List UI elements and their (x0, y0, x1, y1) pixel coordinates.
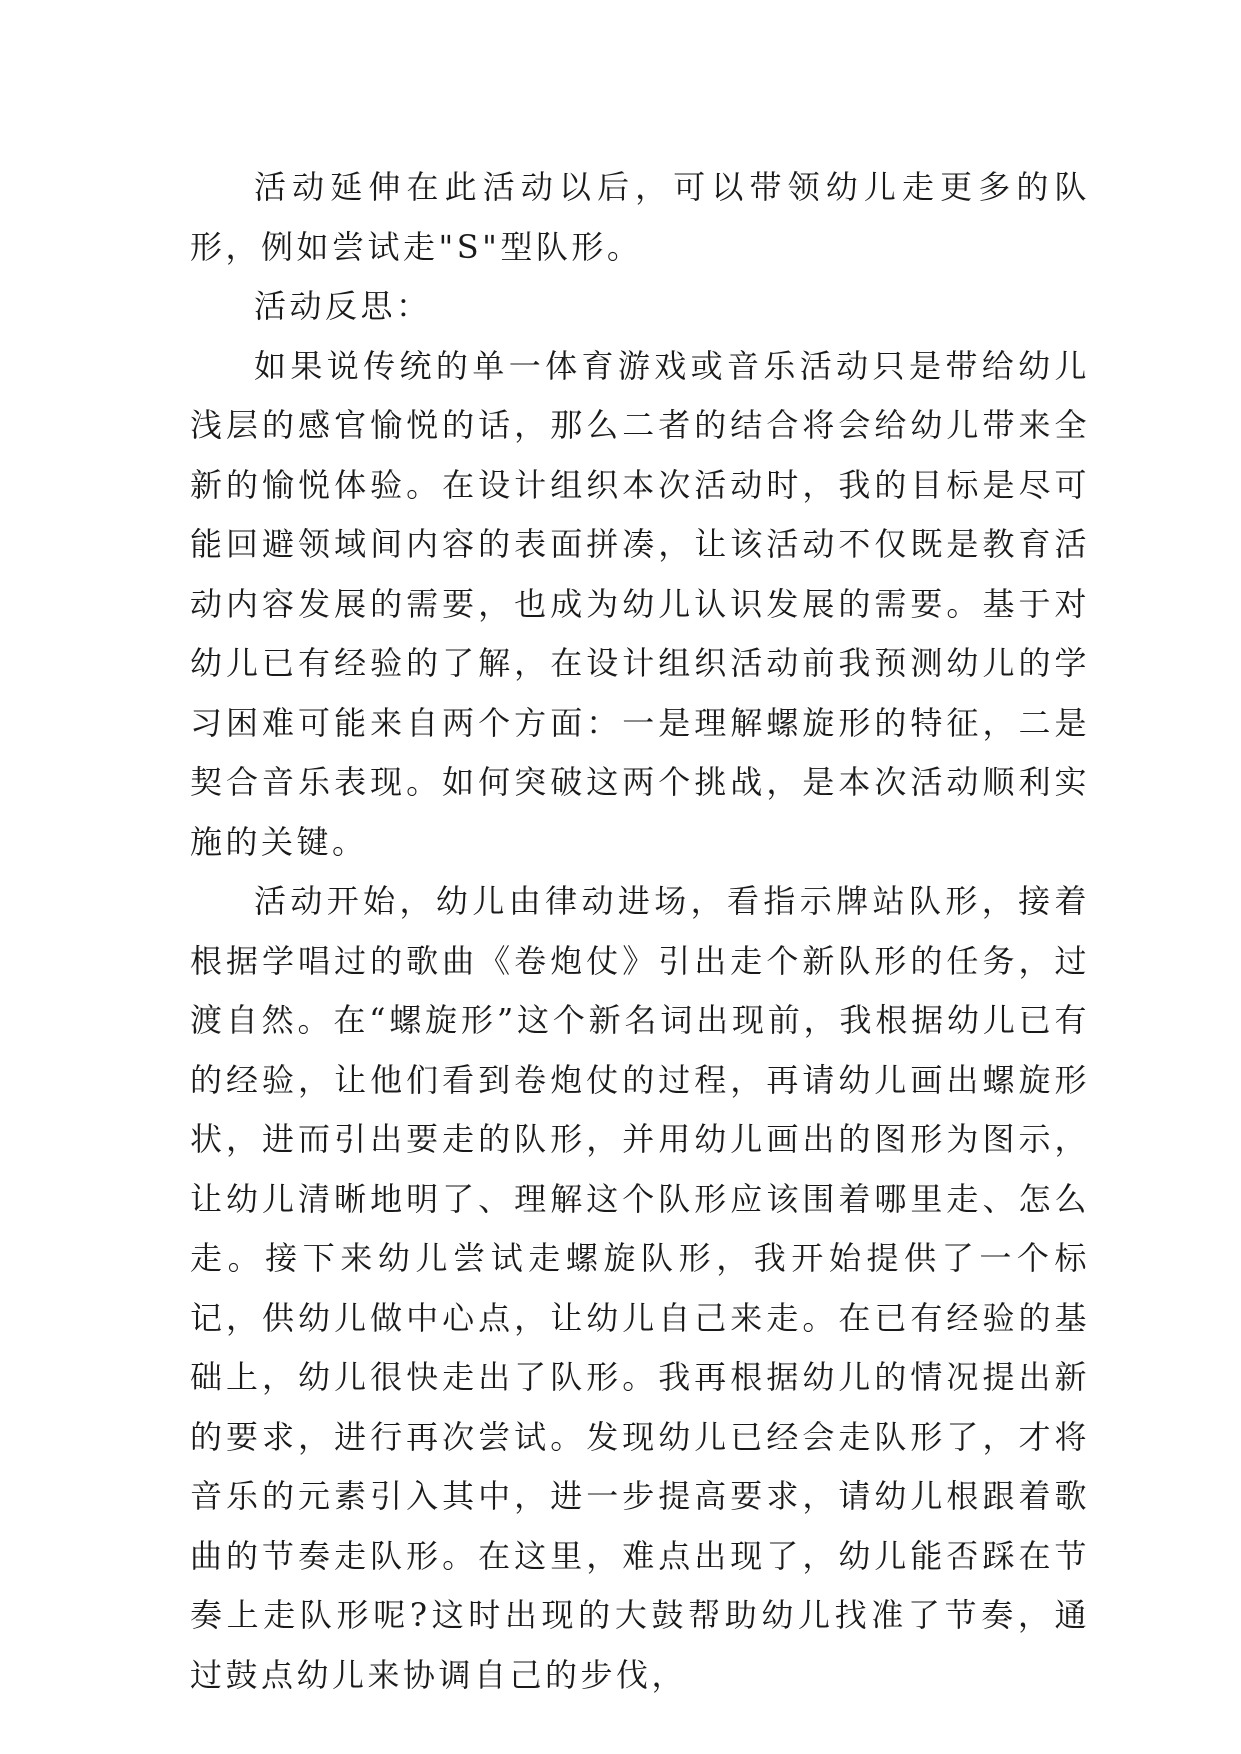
document-body (190, 158, 1090, 1705)
paragraph-activity-process: 活动开始，幼儿由律动进场，看指示牌站队形，接着根据学唱过的歌曲《卷炮仗》引出走个新队形的任务，过渡自然。在“螺旋形”这个新名词出现前，我根据幼儿已有的经验，让他们看到卷炮仗的过程，再请幼儿画出螺旋形状，进而引出要走的队形，并用幼儿画出的图形为图示，让幼儿清晰地明了、理解这个队形应该围着哪里走、怎么走。接下来幼儿尝试走螺旋队形，我开始提供了一个标记，供幼儿做中心点，让幼儿自己来走。在已有经验的基础上，幼儿很快走出了队形。我再根据幼儿的情况提出新的要求，进行再次尝试。发现幼儿已经会走队形了，才将音乐的元素引入其中，进一步提高要求，请幼儿根跟着歌曲的节奏走队形。在这里，难点出现了，幼儿能否踩在节奏上走队形呢?这时出现的大鼓帮助幼儿找准了节奏，通过鼓点幼儿来协调自己的步伐， (190, 882, 1090, 1694)
paragraph-reflection-heading: 活动反思： (254, 287, 432, 325)
paragraph-activity-extension: 活动延伸在此活动以后，可以带领幼儿走更多的队形，例如尝试走"S"型队形。 (190, 168, 1090, 266)
paragraph-reflection-intro: 如果说传统的单一体育游戏或音乐活动只是带给幼儿浅层的感官愉悦的话，那么二者的结合将会给幼儿带来全新的愉悦体验。在设计组织本次活动时，我的目标是尽可能回避领域间内容的表面拼凑，让该活动不仅既是教育活动内容发展的需要，也成为幼儿认识发展的需要。基于对幼儿已有经验的了解，在设计组织活动前我预测幼儿的学习困难可能来自两个方面：一是理解螺旋形的特征，二是契合音乐表现。如何突破这两个挑战，是本次活动顺利实施的关键。 (190, 346, 1090, 861)
